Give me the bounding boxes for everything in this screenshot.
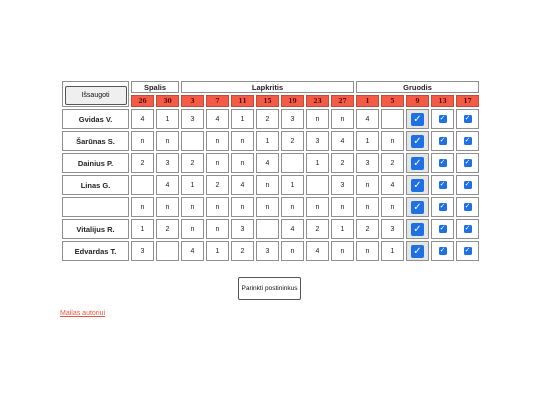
availability-cell: n [231, 197, 254, 217]
member-name: Gvidas V. [62, 109, 129, 129]
date-header: 13 [431, 95, 454, 107]
availability-cell: 3 [156, 153, 179, 173]
availability-cell: 2 [181, 153, 204, 173]
availability-cell: n [306, 197, 329, 217]
schedule-table [60, 79, 481, 263]
checkbox-checked[interactable]: ✓ [439, 203, 446, 210]
availability-cell: 4 [356, 109, 379, 129]
date-header: 11 [231, 95, 254, 107]
table-row [62, 241, 479, 261]
duty-checkbox-cell [456, 109, 479, 129]
availability-cell: 1 [306, 153, 329, 173]
checkbox-checked[interactable]: ✓ [439, 137, 446, 144]
availability-cell [281, 153, 304, 173]
checkbox-checked[interactable]: ✓ [464, 159, 471, 166]
checkbox-checked[interactable]: ✓ [411, 135, 424, 148]
availability-cell: n [381, 197, 404, 217]
pick-crew-button[interactable]: Parinkti postininkus [238, 277, 301, 300]
checkbox-checked[interactable]: ✓ [411, 113, 424, 126]
duty-checkbox-cell [456, 197, 479, 217]
availability-cell: n [306, 109, 329, 129]
availability-cell: 2 [231, 241, 254, 261]
date-header: 17 [456, 95, 479, 107]
availability-cell: 4 [381, 175, 404, 195]
duty-checkbox-cell [456, 219, 479, 239]
table-row [62, 153, 479, 173]
availability-cell [381, 109, 404, 129]
save-header-cell [62, 81, 129, 107]
availability-cell: 3 [306, 131, 329, 151]
availability-cell: n [231, 131, 254, 151]
duty-checkbox-cell [406, 153, 429, 173]
member-name [62, 197, 129, 217]
availability-cell: 1 [356, 131, 379, 151]
availability-cell: n [206, 197, 229, 217]
table-row [62, 219, 479, 239]
availability-cell: 2 [356, 219, 379, 239]
availability-cell: n [206, 219, 229, 239]
availability-cell: n [206, 153, 229, 173]
date-header: 3 [181, 95, 204, 107]
availability-cell: 1 [331, 219, 354, 239]
availability-cell: n [256, 175, 279, 195]
availability-cell: n [156, 197, 179, 217]
availability-cell: 3 [331, 175, 354, 195]
checkbox-checked[interactable]: ✓ [439, 181, 446, 188]
availability-cell: 2 [206, 175, 229, 195]
availability-cell [156, 241, 179, 261]
date-header: 23 [306, 95, 329, 107]
member-name: Šarūnas S. [62, 131, 129, 151]
availability-cell: 4 [306, 241, 329, 261]
availability-cell: n [356, 241, 379, 261]
availability-cell: n [231, 153, 254, 173]
date-header: 19 [281, 95, 304, 107]
availability-cell [181, 131, 204, 151]
duty-checkbox-cell [431, 219, 454, 239]
availability-cell: 1 [206, 241, 229, 261]
availability-cell: 1 [181, 175, 204, 195]
duty-checkbox-cell [431, 197, 454, 217]
availability-cell: 3 [256, 241, 279, 261]
month-header: Lapkritis [181, 81, 354, 93]
availability-cell: 4 [231, 175, 254, 195]
date-header: 9 [406, 95, 429, 107]
availability-cell: 3 [231, 219, 254, 239]
save-button[interactable]: Išsaugoti [65, 86, 127, 105]
availability-cell: 4 [256, 153, 279, 173]
duty-checkbox-cell [406, 241, 429, 261]
availability-cell: 4 [181, 241, 204, 261]
member-name: Dainius P. [62, 153, 129, 173]
checkbox-checked[interactable]: ✓ [464, 247, 471, 254]
table-row [62, 131, 479, 151]
availability-cell: n [331, 241, 354, 261]
availability-cell: 2 [281, 131, 304, 151]
duty-checkbox-cell [456, 153, 479, 173]
duty-checkbox-cell [406, 175, 429, 195]
duty-checkbox-cell [456, 241, 479, 261]
availability-cell: 1 [131, 219, 154, 239]
availability-cell: 1 [231, 109, 254, 129]
availability-cell: 2 [331, 153, 354, 173]
month-header: Gruodis [356, 81, 479, 93]
checkbox-checked[interactable]: ✓ [439, 247, 446, 254]
checkbox-checked[interactable]: ✓ [411, 201, 424, 214]
availability-cell: 2 [131, 153, 154, 173]
availability-cell: 4 [281, 219, 304, 239]
duty-checkbox-cell [456, 131, 479, 151]
availability-cell: n [181, 219, 204, 239]
checkbox-checked[interactable]: ✓ [464, 115, 471, 122]
availability-cell: n [356, 175, 379, 195]
availability-cell: 4 [156, 175, 179, 195]
date-header: 7 [206, 95, 229, 107]
availability-cell: 1 [256, 131, 279, 151]
availability-cell: n [256, 197, 279, 217]
member-name: Vitalijus R. [62, 219, 129, 239]
checkbox-checked[interactable]: ✓ [439, 115, 446, 122]
availability-cell: 3 [181, 109, 204, 129]
date-header: 5 [381, 95, 404, 107]
date-header: 27 [331, 95, 354, 107]
table-row [62, 175, 479, 195]
availability-cell: n [131, 131, 154, 151]
month-header: Spalis [131, 81, 179, 93]
availability-cell: 3 [131, 241, 154, 261]
duty-checkbox-cell [431, 241, 454, 261]
availability-cell: 4 [206, 109, 229, 129]
availability-cell: 1 [381, 241, 404, 261]
duty-checkbox-cell [406, 219, 429, 239]
availability-cell: n [131, 197, 154, 217]
checkbox-checked[interactable]: ✓ [411, 245, 424, 258]
availability-cell: 4 [131, 109, 154, 129]
date-header: 26 [131, 95, 154, 107]
checkbox-checked[interactable]: ✓ [411, 157, 424, 170]
availability-cell: 3 [356, 153, 379, 173]
checkbox-checked[interactable]: ✓ [464, 203, 471, 210]
member-name: Edvardas T. [62, 241, 129, 261]
availability-cell: 3 [381, 219, 404, 239]
availability-cell: n [381, 131, 404, 151]
availability-cell: 4 [331, 131, 354, 151]
duty-checkbox-cell [431, 109, 454, 129]
duty-checkbox-cell [456, 175, 479, 195]
duty-checkbox-cell [406, 109, 429, 129]
checkbox-checked[interactable]: ✓ [411, 223, 424, 236]
mail-author-link[interactable]: Mailas autoriui [60, 310, 106, 317]
duty-checkbox-cell [406, 131, 429, 151]
availability-cell: 2 [256, 109, 279, 129]
availability-cell: n [181, 197, 204, 217]
checkbox-checked[interactable]: ✓ [439, 225, 446, 232]
checkbox-checked[interactable]: ✓ [464, 225, 471, 232]
table-row [62, 109, 479, 129]
availability-cell [131, 175, 154, 195]
availability-cell: n [356, 197, 379, 217]
availability-cell: 1 [281, 175, 304, 195]
duty-checkbox-cell [431, 153, 454, 173]
availability-cell: n [281, 197, 304, 217]
availability-cell: n [156, 131, 179, 151]
availability-cell: 1 [156, 109, 179, 129]
date-header: 15 [256, 95, 279, 107]
availability-cell: 2 [381, 153, 404, 173]
availability-cell: 2 [306, 219, 329, 239]
member-name: Linas G. [62, 175, 129, 195]
checkbox-checked[interactable]: ✓ [464, 181, 471, 188]
availability-cell: 3 [281, 109, 304, 129]
checkbox-checked[interactable]: ✓ [411, 179, 424, 192]
availability-cell [256, 219, 279, 239]
duty-checkbox-cell [406, 197, 429, 217]
availability-cell: n [206, 131, 229, 151]
duty-checkbox-cell [431, 131, 454, 151]
date-header: 1 [356, 95, 379, 107]
checkbox-checked[interactable]: ✓ [464, 137, 471, 144]
checkbox-checked[interactable]: ✓ [439, 159, 446, 166]
availability-cell: n [281, 241, 304, 261]
availability-cell [306, 175, 329, 195]
duty-checkbox-cell [431, 175, 454, 195]
availability-cell: n [331, 197, 354, 217]
table-row [62, 197, 479, 217]
availability-cell: n [331, 109, 354, 129]
availability-cell: 2 [156, 219, 179, 239]
date-header: 30 [156, 95, 179, 107]
